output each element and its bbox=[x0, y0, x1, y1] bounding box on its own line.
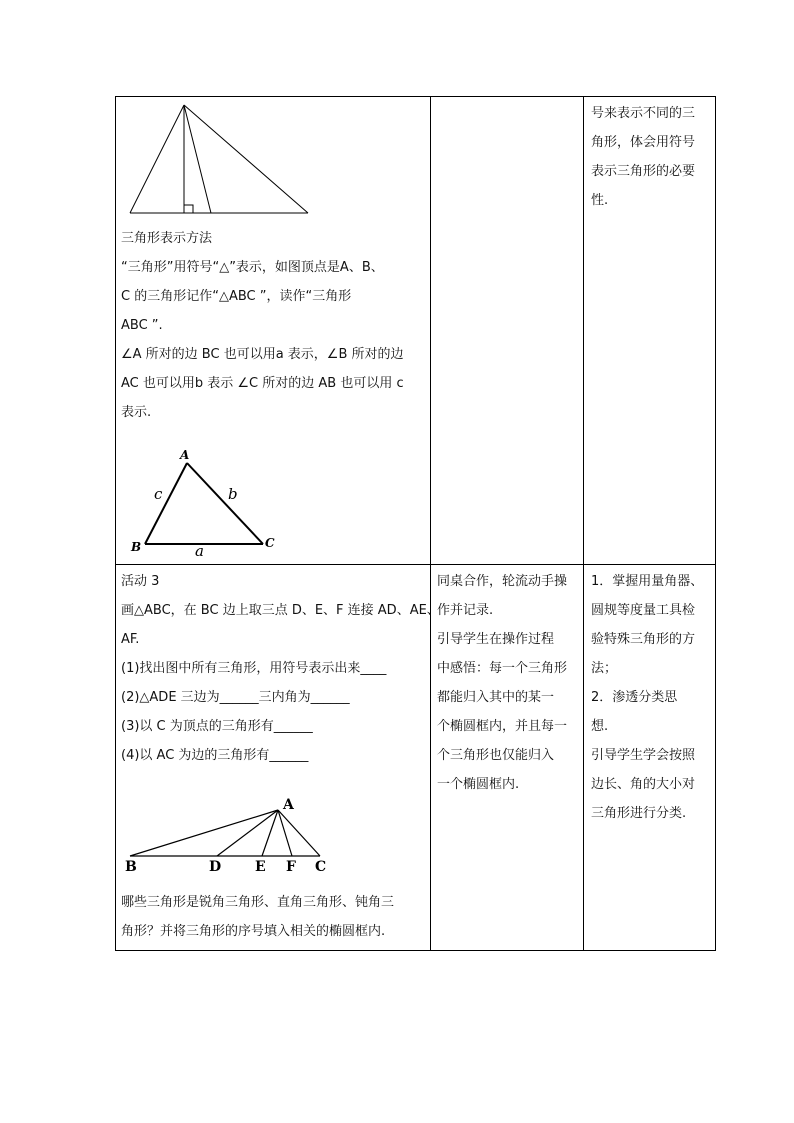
table-divider-2 bbox=[583, 96, 584, 951]
activity-question: (1)找出图中所有三角形，用符号表示出来____ bbox=[121, 661, 387, 676]
student-activity-line: 中感悟：每一个三角形 bbox=[437, 661, 568, 676]
table-border-right bbox=[715, 96, 716, 951]
notation-line: C 的三角形记作“△ABC ”，读作“三角形 bbox=[121, 289, 352, 304]
student-activity-line: 个椭圆框内，并且每一 bbox=[437, 719, 568, 734]
notation-line: ∠A 所对的边 BC 也可以用a 表示，∠B 所对的边 bbox=[121, 347, 404, 362]
side-label-b: b bbox=[228, 485, 238, 503]
side-label-a: a bbox=[195, 542, 204, 560]
notation-line: ABC ”. bbox=[121, 318, 163, 333]
student-activity-text bbox=[437, 567, 567, 799]
table-border-top bbox=[115, 96, 716, 97]
triangle-altitude-figure bbox=[125, 100, 315, 218]
purpose-line: 想. bbox=[591, 719, 609, 734]
labeled-triangle-figure bbox=[125, 445, 285, 560]
purpose-text-row2 bbox=[591, 567, 703, 828]
triangle-right-side bbox=[184, 105, 308, 213]
point-label-d: D bbox=[209, 859, 222, 875]
activity-question: (2)△ADE 三边为______三内角为______ bbox=[121, 690, 350, 705]
purpose-line: 号来表示不同的三 bbox=[591, 106, 696, 121]
activity-intro-line: 画△ABC，在 BC 边上取三点 D、E、F 连接 AD、AE、 bbox=[121, 603, 440, 618]
side-label-c: c bbox=[154, 485, 163, 503]
notation-line: “三角形”用符号“△”表示，如图顶点是A、B、 bbox=[121, 260, 384, 275]
purpose-line: 边长、角的大小对 bbox=[591, 777, 696, 792]
purpose-line: 三角形进行分类. bbox=[591, 806, 687, 821]
segment-ae bbox=[262, 810, 278, 856]
activity-3-text bbox=[121, 567, 440, 770]
purpose-line: 法； bbox=[591, 661, 618, 676]
student-activity-line: 作并记录. bbox=[437, 603, 494, 618]
segment-ab bbox=[130, 810, 278, 856]
student-activity-line: 一个椭圆框内. bbox=[437, 777, 520, 792]
point-label-f: F bbox=[286, 859, 296, 875]
table-border-bottom bbox=[115, 950, 716, 951]
point-label-c: C bbox=[315, 859, 327, 875]
table-divider-1 bbox=[430, 96, 431, 951]
activity-question: (3)以 C 为顶点的三角形有______ bbox=[121, 719, 313, 734]
segment-ac bbox=[278, 810, 320, 856]
student-activity-line: 都能归入其中的某一 bbox=[437, 690, 555, 705]
side-b-line bbox=[187, 463, 263, 544]
prompt-line: 哪些三角形是锐角三角形、直角三角形、钝角三 bbox=[121, 895, 395, 910]
triangle-notation-text bbox=[121, 224, 404, 427]
prompt-line: 角形？并将三角形的序号填入相关的椭圆框内. bbox=[121, 924, 386, 939]
segment-ad bbox=[217, 810, 278, 856]
notation-line: AC 也可以用b 表示 ∠C 所对的边 AB 也可以用 c bbox=[121, 376, 404, 391]
triangle-cevian bbox=[184, 105, 211, 213]
notation-line: 表示. bbox=[121, 405, 152, 420]
purpose-line: 2．渗透分类思 bbox=[591, 690, 678, 705]
section-heading: 三角形表示方法 bbox=[121, 231, 213, 246]
point-label-b: B bbox=[125, 859, 137, 875]
right-angle-marker bbox=[184, 205, 193, 213]
purpose-line: 验特殊三角形的方 bbox=[591, 632, 696, 647]
classification-prompt bbox=[121, 888, 394, 946]
student-activity-line: 个三角形也仅能归入 bbox=[437, 748, 555, 763]
vertex-label-c: C bbox=[265, 536, 275, 550]
purpose-text-row1 bbox=[591, 99, 695, 215]
table-border-left bbox=[115, 96, 116, 951]
activity-title: 活动 3 bbox=[121, 574, 160, 589]
activity-question: (4)以 AC 为边的三角形有______ bbox=[121, 748, 309, 763]
activity-intro-line: AF. bbox=[121, 632, 140, 647]
vertex-label-b: B bbox=[131, 540, 142, 554]
purpose-line: 圆规等度量工具检 bbox=[591, 603, 696, 618]
table-border-middle bbox=[115, 564, 716, 565]
purpose-line: 性. bbox=[591, 193, 609, 208]
purpose-line: 引导学生学会按照 bbox=[591, 748, 696, 763]
point-label-a: A bbox=[283, 797, 294, 813]
student-activity-line: 同桌合作，轮流动手操 bbox=[437, 574, 568, 589]
point-label-e: E bbox=[255, 859, 266, 875]
purpose-line: 表示三角形的必要 bbox=[591, 164, 696, 179]
student-activity-line: 引导学生在操作过程 bbox=[437, 632, 555, 647]
purpose-line: 1．掌握用量角器、 bbox=[591, 574, 704, 589]
purpose-line: 角形，体会用符号 bbox=[591, 135, 696, 150]
activity-3-figure bbox=[120, 793, 340, 878]
side-c-line bbox=[145, 463, 187, 544]
triangle-left-side bbox=[130, 105, 184, 213]
vertex-label-a: A bbox=[180, 448, 190, 462]
